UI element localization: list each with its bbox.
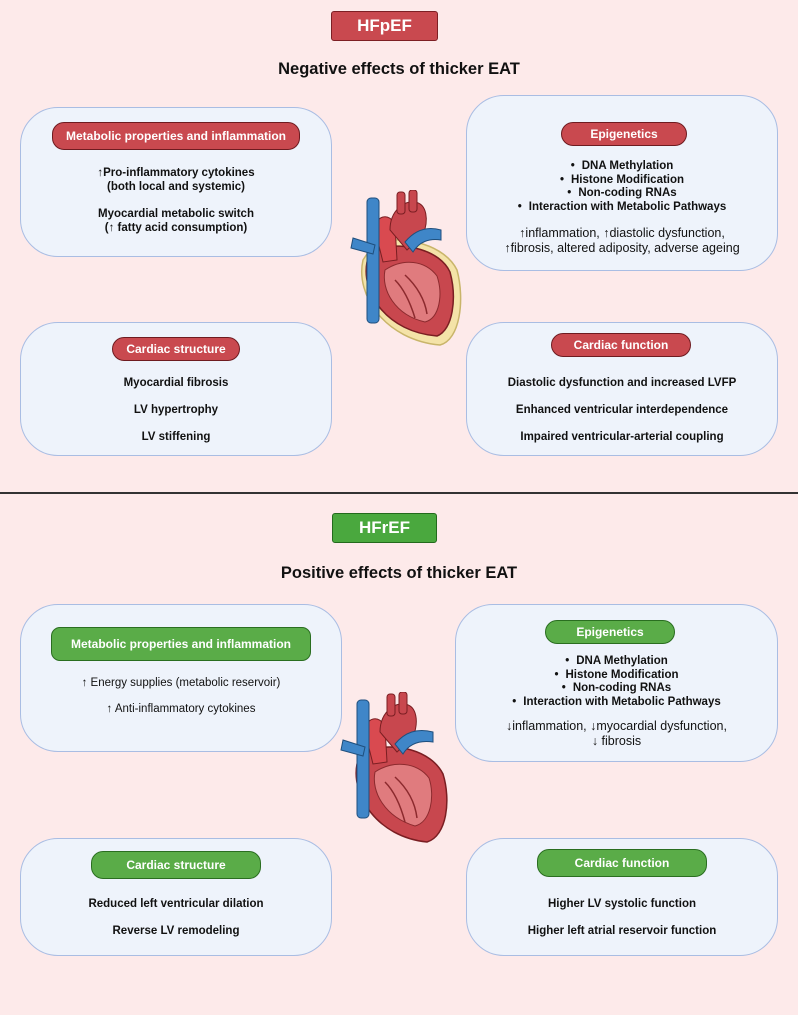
hfref-epigenetics-list (456, 655, 777, 709)
list-item: • DNA Methylation (565, 655, 668, 667)
hfref-section (0, 494, 798, 1015)
hfref-function-line: Higher left atrial reservoir function (527, 925, 717, 937)
hfref-structure-line: Reduced left ventricular dilation (88, 898, 264, 910)
list-item: • Interaction with Metabolic Pathways (512, 695, 721, 708)
hfref-epigenetics-box (455, 604, 778, 762)
hfpef-function-box (466, 322, 778, 456)
hfpef-structure-pill: Cardiac structure (112, 337, 240, 361)
list-item: • Non-coding RNAs (567, 187, 677, 199)
hfpef-metabolic-line: Myocardial metabolic switch (98, 208, 254, 220)
list-item: • Interaction with Metabolic Pathways (517, 200, 727, 213)
heart-illustration-icon (335, 692, 460, 852)
hfpef-structure-box (20, 322, 332, 456)
hfref-function-box (466, 838, 778, 956)
hfref-structure-line: Reverse LV remodeling (112, 925, 240, 937)
hfpef-structure-line: Myocardial fibrosis (123, 377, 229, 389)
hfref-metabolic-line: ↑ Anti-inflammatory cytokines (106, 703, 256, 715)
hfpef-tag: HFpEF (331, 11, 438, 41)
hfref-subtitle: Positive effects of thicker EAT (280, 564, 518, 582)
hfpef-epigenetics-list (467, 160, 777, 214)
hfpef-function-line: Enhanced ventricular interdependence (515, 404, 729, 416)
hfref-metabolic-pill: Metabolic properties and inflammation (51, 627, 311, 661)
hfref-epigenetics-pill: Epigenetics (545, 620, 675, 644)
hfpef-metabolic-line: (↑ fatty acid consumption) (104, 222, 248, 234)
hfref-function-line: Higher LV systolic function (547, 898, 697, 910)
hfpef-metabolic-box (20, 107, 332, 257)
list-item: • Non-coding RNAs (561, 682, 672, 694)
hfpef-epigenetics-pill: Epigenetics (561, 122, 687, 146)
hfpef-section (0, 0, 798, 492)
hfref-epigenetics-effect: ↓ fibrosis (591, 734, 642, 748)
hfref-metabolic-line: ↑ Energy supplies (metabolic reservoir) (81, 677, 281, 689)
hfref-function-pill: Cardiac function (537, 849, 707, 877)
heart-illustration-icon (345, 190, 470, 350)
list-item: • DNA Methylation (570, 160, 674, 172)
hfpef-metabolic-pill: Metabolic properties and inflammation (52, 122, 300, 150)
list-item: • Histone Modification (554, 668, 679, 681)
hfref-structure-pill: Cardiac structure (91, 851, 261, 879)
hfpef-metabolic-line: ↑Pro-inflammatory cytokines (97, 167, 255, 179)
hfpef-epigenetics-box (466, 95, 778, 271)
hfref-metabolic-box (20, 604, 342, 752)
hfref-structure-box (20, 838, 332, 956)
hfpef-metabolic-line: (both local and systemic) (106, 181, 246, 193)
hfpef-structure-line: LV hypertrophy (133, 404, 219, 416)
hfref-tag: HFrEF (332, 513, 437, 543)
hfpef-function-pill: Cardiac function (551, 333, 691, 357)
hfpef-epigenetics-effect: ↑fibrosis, altered adiposity, adverse ageing (504, 241, 740, 255)
hfref-epigenetics-effect: ↓inflammation, ↓myocardial dysfunction, (506, 719, 727, 733)
hfpef-subtitle: Negative effects of thicker EAT (278, 60, 520, 78)
hfpef-function-line: Impaired ventricular-arterial coupling (520, 431, 724, 443)
hfpef-function-line: Diastolic dysfunction and increased LVFP (507, 377, 737, 389)
hfpef-epigenetics-effect: ↑inflammation, ↑diastolic dysfunction, (519, 226, 725, 240)
hfpef-structure-line: LV stiffening (141, 431, 211, 443)
list-item: • Histone Modification (559, 173, 685, 186)
